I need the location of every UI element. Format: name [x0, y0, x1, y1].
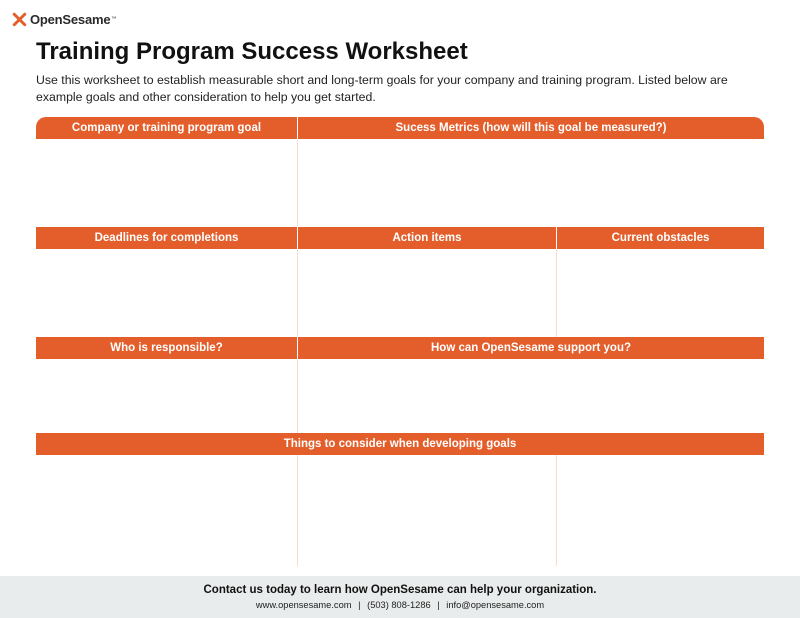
footer-contact: [0, 600, 800, 610]
intro-text: Use this worksheet to establish measurable short and long-term goals for your company and training program. Listed below are example goals and other consideration to help you get started.: [36, 73, 728, 104]
deadlines-header: Deadlines for completions: [36, 227, 297, 249]
brand-trademark: ™: [111, 16, 117, 22]
divider-row2-a: [297, 249, 298, 337]
footer-website-link[interactable]: www.opensesame.com: [255, 600, 352, 610]
opensesame-logo-icon: [12, 12, 27, 27]
divider-row4-b: [556, 455, 557, 566]
footer-cta: Contact us today to learn how OpenSesame can help your organization.: [203, 584, 597, 596]
footer-separator: |: [437, 600, 440, 610]
metrics-header: Sucess Metrics (how will this goal be measured?): [298, 117, 764, 139]
goal-header: Company or training program goal: [36, 117, 297, 139]
divider-row1: [297, 139, 298, 227]
brand-logo: [12, 11, 116, 27]
footer-separator: |: [358, 600, 361, 610]
page-title: Training Program Success Worksheet: [36, 38, 468, 65]
responsible-header: Who is responsible?: [36, 337, 297, 359]
actions-header: Action items: [298, 227, 556, 249]
divider-row4-a: [297, 455, 298, 566]
divider-row2-b: [556, 249, 557, 337]
consider-header: Things to consider when developing goals: [36, 433, 764, 455]
footer-email-link[interactable]: info@opensesame.com: [446, 600, 545, 610]
obstacles-header: Current obstacles: [557, 227, 764, 249]
divider-row3: [297, 359, 298, 433]
footer: [0, 576, 800, 618]
footer-phone[interactable]: (503) 808-1286: [367, 600, 431, 610]
support-header: How can OpenSesame support you?: [298, 337, 764, 359]
brand-name: OpenSesame: [30, 11, 111, 27]
